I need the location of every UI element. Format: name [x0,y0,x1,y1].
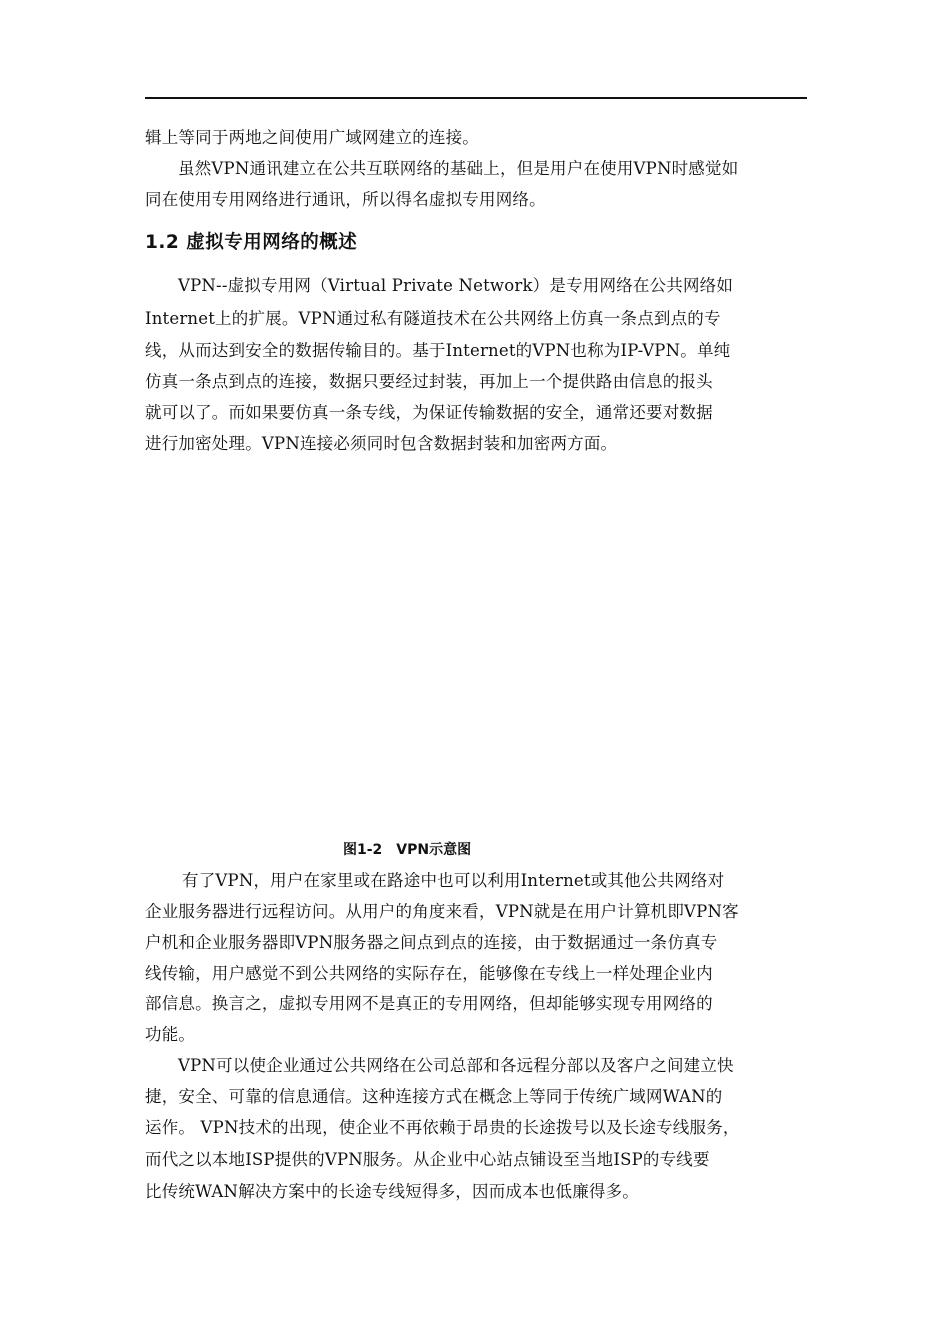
after-paragraph-1-line-1: 有了VPN，用户在家里或在路途中也可以利用Internet或其他公共网络对 [182,871,725,890]
overview-paragraph-line-2: Internet上的扩展。VPN通过私有隧道技术在公共网络上仿真一条点到点的专 [145,309,721,328]
intro-paragraph-2-line-2: 同在使用专用网络进行通讯，所以得名虚拟专用网络。 [145,190,546,209]
after-paragraph-2-line-1: VPN可以使企业通过公共网络在公司总部和各远程分部以及客户之间建立快 [178,1056,734,1075]
header-rule [145,97,807,99]
overview-paragraph-line-5: 就可以了。而如果要仿真一条专线，为保证传输数据的安全，通常还要对数据 [145,403,713,422]
after-paragraph-1-line-6: 功能。 [145,1025,196,1044]
overview-paragraph-line-3: 线，从而达到安全的数据传输目的。基于Internet的VPN也称为IP-VPN。单纯 [145,341,731,360]
after-paragraph-1-line-4: 线传输，用户感觉不到公共网络的实际存在，能够像在专线上一样处理企业内 [145,964,713,983]
section-heading: 1.2 虚拟专用网络的概述 [145,232,358,253]
intro-paragraph-1-line-1: 辑上等同于两地之间使用广域网建立的连接。 [145,128,479,147]
intro-paragraph-2-line-1: 虽然VPN通讯建立在公共互联网络的基础上，但是用户在使用VPN时感觉如 [178,159,739,178]
overview-paragraph-line-4: 仿真一条点到点的连接，数据只要经过封装，再加上一个提供路由信息的报头 [145,372,713,391]
after-paragraph-1-line-5: 部信息。换言之，虚拟专用网不是真正的专用网络，但却能够实现专用网络的 [145,994,713,1013]
after-paragraph-2-line-2: 捷，安全、可靠的信息通信。这种连接方式在概念上等同于传统广域网WAN的 [145,1087,723,1106]
after-paragraph-2-line-4: 而代之以本地ISP提供的VPN服务。从企业中心站点铺设至当地ISP的专线要 [145,1150,710,1169]
after-paragraph-1-line-2: 企业服务器进行远程访问。从用户的角度来看，VPN就是在用户计算机即VPN客 [145,902,739,921]
after-paragraph-2-line-5: 比传统WAN解决方案中的长途专线短得多，因而成本也低廉得多。 [145,1182,639,1201]
after-paragraph-1-line-3: 户机和企业服务器即VPN服务器之间点到点的连接，由于数据通过一条仿真专 [145,933,718,952]
figure-caption: 图1-2 VPN示意图 [343,842,472,858]
overview-paragraph-line-1: VPN--虚拟专用网（Virtual Private Network）是专用网络在公共网络如 [178,276,734,295]
overview-paragraph-line-6: 进行加密处理。VPN连接必须同时包含数据封装和加密两方面。 [145,434,618,453]
figure-placeholder [145,470,807,830]
after-paragraph-2-line-3: 运作。 VPN技术的出现，使企业不再依赖于昂贵的长途拨号以及长途专线服务， [145,1118,740,1137]
